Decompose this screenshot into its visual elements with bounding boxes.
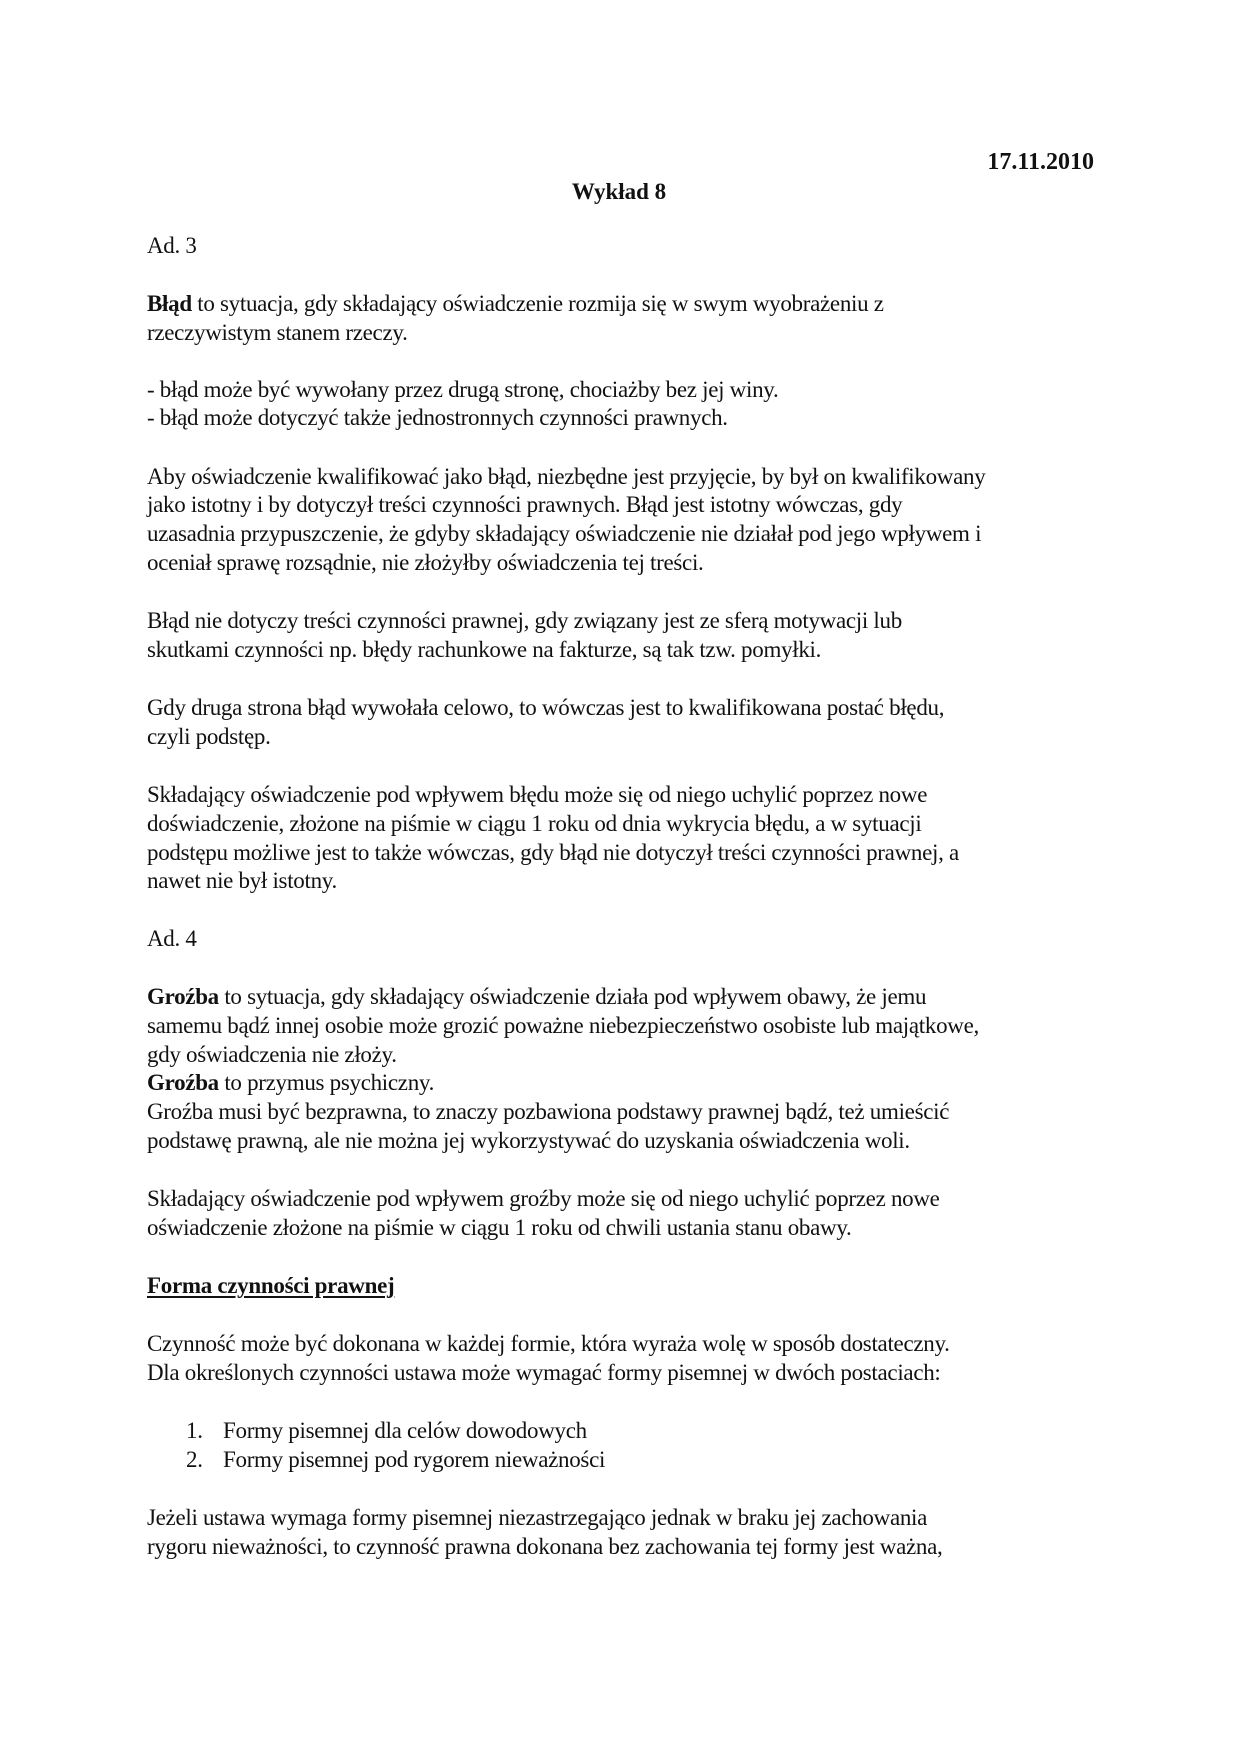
- paragraph-line: doświadczenie, złożone na piśmie w ciągu 1 roku od dnia wykrycia błędu, a w sytuacji: [147, 811, 922, 836]
- lecture-date: 17.11.2010: [987, 149, 1094, 175]
- paragraph-line: skutkami czynności np. błędy rachunkowe na fakturze, są tak tzw. pomyłki.: [147, 637, 822, 662]
- threat-definition-line-3: gdy oświadczenia nie złoży.: [147, 1042, 397, 1067]
- section-heading-ad4: Ad. 4: [147, 926, 197, 951]
- paragraph-line: oświadczenie złożone na piśmie w ciągu 1 roku od chwili ustania stanu obawy.: [147, 1215, 852, 1240]
- section-heading-ad3: Ad. 3: [147, 233, 197, 258]
- paragraph-line: podstępu możliwe jest to także wówczas, gdy błąd nie dotyczył treści czynności prawnej, a: [147, 840, 959, 865]
- threat-definition-line-1: [147, 983, 926, 1011]
- error-definition-line-1: [147, 290, 884, 318]
- threat-coercion-line: [147, 1069, 434, 1097]
- list-number: 2.: [186, 1447, 203, 1472]
- lecture-title: [0, 178, 1240, 206]
- list-text: Formy pisemnej pod rygorem nieważności: [223, 1447, 606, 1472]
- definition-text: to sytuacja, gdy składający oświadczenie rozmija się w swym wyobrażeniu z: [191, 291, 884, 316]
- threat-definition-line-2: samemu bądź innej osobie może grozić poważne niebezpieczeństwo osobiste lub majątkowe,: [147, 1013, 979, 1038]
- section-heading-form: Forma czynności prawnej: [147, 1273, 395, 1298]
- list-number: 1.: [186, 1418, 203, 1443]
- paragraph-line: rygoru nieważności, to czynność prawna dokonana bez zachowania tej formy jest ważna,: [147, 1534, 943, 1559]
- paragraph-line: jako istotny i by dotyczył treści czynności prawnych. Błąd jest istotny wówczas, gdy: [147, 492, 903, 517]
- coercion-text: to przymus psychiczny.: [218, 1070, 435, 1095]
- term-threat: Groźba: [147, 1070, 219, 1095]
- paragraph-line: Dla określonych czynności ustawa może wymagać formy pisemnej w dwóch postaciach:: [147, 1360, 941, 1385]
- definition-text: to sytuacja, gdy składający oświadczenie działa pod wpływem obawy, że jemu: [218, 984, 927, 1009]
- paragraph-line: podstawę prawną, ale nie można jej wykorzystywać do uzyskania oświadczenia woli.: [147, 1128, 910, 1153]
- bullet-item: - błąd może być wywołany przez drugą stronę, chociażby bez jej winy.: [147, 377, 779, 402]
- paragraph-line: Gdy druga strona błąd wywołała celowo, to wówczas jest to kwalifikowana postać błędu,: [147, 695, 945, 720]
- term-error: Błąd: [147, 291, 192, 316]
- paragraph-line: Aby oświadczenie kwalifikować jako błąd, niezbędne jest przyjęcie, by był on kwalifikowany: [147, 464, 986, 489]
- paragraph-line: Składający oświadczenie pod wpływem groźby może się od niego uchylić poprzez nowe: [147, 1186, 940, 1211]
- paragraph-line: Składający oświadczenie pod wpływem błędu może się od niego uchylić poprzez nowe: [147, 782, 928, 807]
- paragraph-line: Czynność może być dokonana w każdej formie, która wyraża wolę w sposób dostateczny.: [147, 1331, 950, 1356]
- bullet-item: - błąd może dotyczyć także jednostronnych czynności prawnych.: [147, 405, 728, 430]
- error-definition-line-2: rzeczywistym stanem rzeczy.: [147, 320, 408, 345]
- lecture-title-text: Wykład 8: [571, 179, 667, 204]
- paragraph-line: Jeżeli ustawa wymaga formy pisemnej niezastrzegająco jednak w braku jej zachowania: [147, 1505, 928, 1530]
- paragraph-line: Groźba musi być bezprawna, to znaczy pozbawiona podstawy prawnej bądź, też umieścić: [147, 1099, 950, 1124]
- paragraph-line: uzasadnia przypuszczenie, że gdyby składający oświadczenie nie działał pod jego wpływem i: [147, 521, 982, 546]
- list-text: Formy pisemnej dla celów dowodowych: [223, 1418, 587, 1443]
- paragraph-line: nawet nie był istotny.: [147, 868, 337, 893]
- term-threat: Groźba: [147, 984, 219, 1009]
- paragraph-line: oceniał sprawę rozsądnie, nie złożyłby oświadczenia tej treści.: [147, 550, 704, 575]
- paragraph-line: czyli podstęp.: [147, 724, 271, 749]
- paragraph-line: Błąd nie dotyczy treści czynności prawnej, gdy związany jest ze sferą motywacji lub: [147, 608, 902, 633]
